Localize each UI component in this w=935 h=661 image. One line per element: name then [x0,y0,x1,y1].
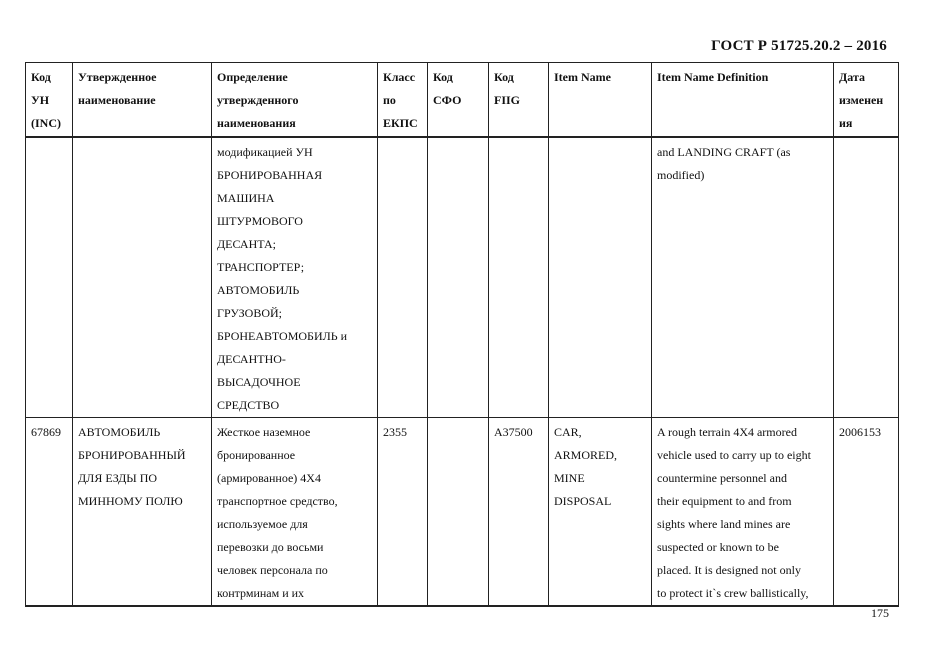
cell-line: Утвержденное [78,70,157,84]
cell-approved-name [73,418,212,607]
cell-line: suspected or known to be [657,540,779,554]
cell-change-date [834,418,899,607]
cell-line: Код [31,70,51,84]
table-header [26,63,899,138]
cell-line: Код [433,70,453,84]
cell-fiig-code [489,418,549,607]
cell-line: БРОНИРОВАННАЯ [217,168,323,182]
cell-name-definition [212,137,378,418]
cell-line: ЕКПС [383,116,418,130]
cell-ekps-class [378,137,428,418]
cell-line: контрминам и их [217,586,305,600]
cell-line: placed. It is designed not only [657,563,801,577]
cell-line: MINE [554,471,585,485]
cell-line: Жесткое наземное [217,425,311,439]
cell-line: используемое для [217,517,308,531]
cell-line: modified) [657,168,705,182]
cell-line: ТРАНСПОРТЕР; [217,260,305,274]
header-change-date [834,63,899,138]
cell-change-date [834,137,899,418]
cell-line: Определение [217,70,288,84]
cell-line: (INC) [31,116,61,130]
cell-item-name-definition [652,137,834,418]
cell-fiig-code [489,137,549,418]
cell-inc-code [26,418,73,607]
header-fiig-code [489,63,549,138]
cell-line: and LANDING CRAFT (as [657,145,791,159]
cell-inc-code [26,137,73,418]
cell-line: ия [839,116,853,130]
cell-line: ДЕСАНТНО- [217,352,286,366]
cell-line: бронированное [217,448,296,462]
cell-line: утвержденного [217,93,299,107]
cell-line: изменен [839,93,884,107]
cell-line: модификацией УН [217,145,313,159]
cell-line: Код [494,70,514,84]
cell-line: ARMORED, [554,448,618,462]
cell-line: АВТОМОБИЛЬ [217,283,300,297]
cell-line: countermine personnel and [657,471,787,485]
cell-line: БРОНЕАВТОМОБИЛЬ и [217,329,348,343]
cell-line: vehicle used to carry up to eight [657,448,811,462]
header-row [26,63,899,138]
header-approved-name [73,63,212,138]
cell-line: Дата [839,70,865,84]
cell-line: БРОНИРОВАННЫЙ [78,448,186,462]
cell-line: ВЫСАДОЧНОЕ [217,375,301,389]
cell-item-name [549,418,652,607]
table-body [26,137,899,606]
cell-line: ШТУРМОВОГО [217,214,303,228]
cell-line: СФО [433,93,462,107]
cell-line: перевозки до восьми [217,540,324,554]
cell-line: 67869 [31,425,61,439]
cell-name-definition [212,418,378,607]
header-item-name [549,63,652,138]
cell-line: their equipment to and from [657,494,792,508]
cell-item-name [549,137,652,418]
cell-line: человек персонала по [217,563,328,577]
header-ekps-class [378,63,428,138]
cell-line: FIIG [494,93,521,107]
cell-line: sights where land mines are [657,517,791,531]
page-number: 175 [871,606,889,620]
cell-line: МАШИНА [217,191,275,205]
cell-line: 2006153 [839,425,881,439]
cell-approved-name [73,137,212,418]
cell-line: наименования [217,116,296,130]
cell-line: ГРУЗОВОЙ; [217,306,282,320]
cell-line: (армированное) 4Х4 [217,471,321,485]
cell-line: наименование [78,93,156,107]
cell-line: Item Name [554,70,611,84]
cell-ekps-class [378,418,428,607]
cell-line: DISPOSAL [554,494,612,508]
catalog-table [25,62,899,607]
header-name-definition [212,63,378,138]
cell-line: 2355 [383,425,407,439]
cell-item-name-definition [652,418,834,607]
table-row [26,418,899,607]
document-header: ГОСТ Р 51725.20.2 – 2016 [711,38,887,54]
cell-line: УН [31,93,50,107]
cell-line: Класс [383,70,416,84]
cell-line: ДЕСАНТА; [217,237,276,251]
cell-line: АВТОМОБИЛЬ [78,425,161,439]
cell-line: to protect it`s crew ballistically, [657,586,809,600]
header-item-name-definition [652,63,834,138]
cell-line: A37500 [494,425,533,439]
cell-line: A rough terrain 4X4 armored [657,425,797,439]
table-row [26,137,899,418]
header-sfo-code [428,63,489,138]
cell-line: транспортное средство, [217,494,338,508]
cell-sfo-code [428,137,489,418]
header-inc-code [26,63,73,138]
cell-line: ДЛЯ ЕЗДЫ ПО [78,471,158,485]
cell-line: СРЕДСТВО [217,398,280,412]
cell-line: по [383,93,396,107]
cell-line: Item Name Definition [657,70,769,84]
cell-line: CAR, [554,425,582,439]
cell-line: МИННОМУ ПОЛЮ [78,494,183,508]
cell-sfo-code [428,418,489,607]
